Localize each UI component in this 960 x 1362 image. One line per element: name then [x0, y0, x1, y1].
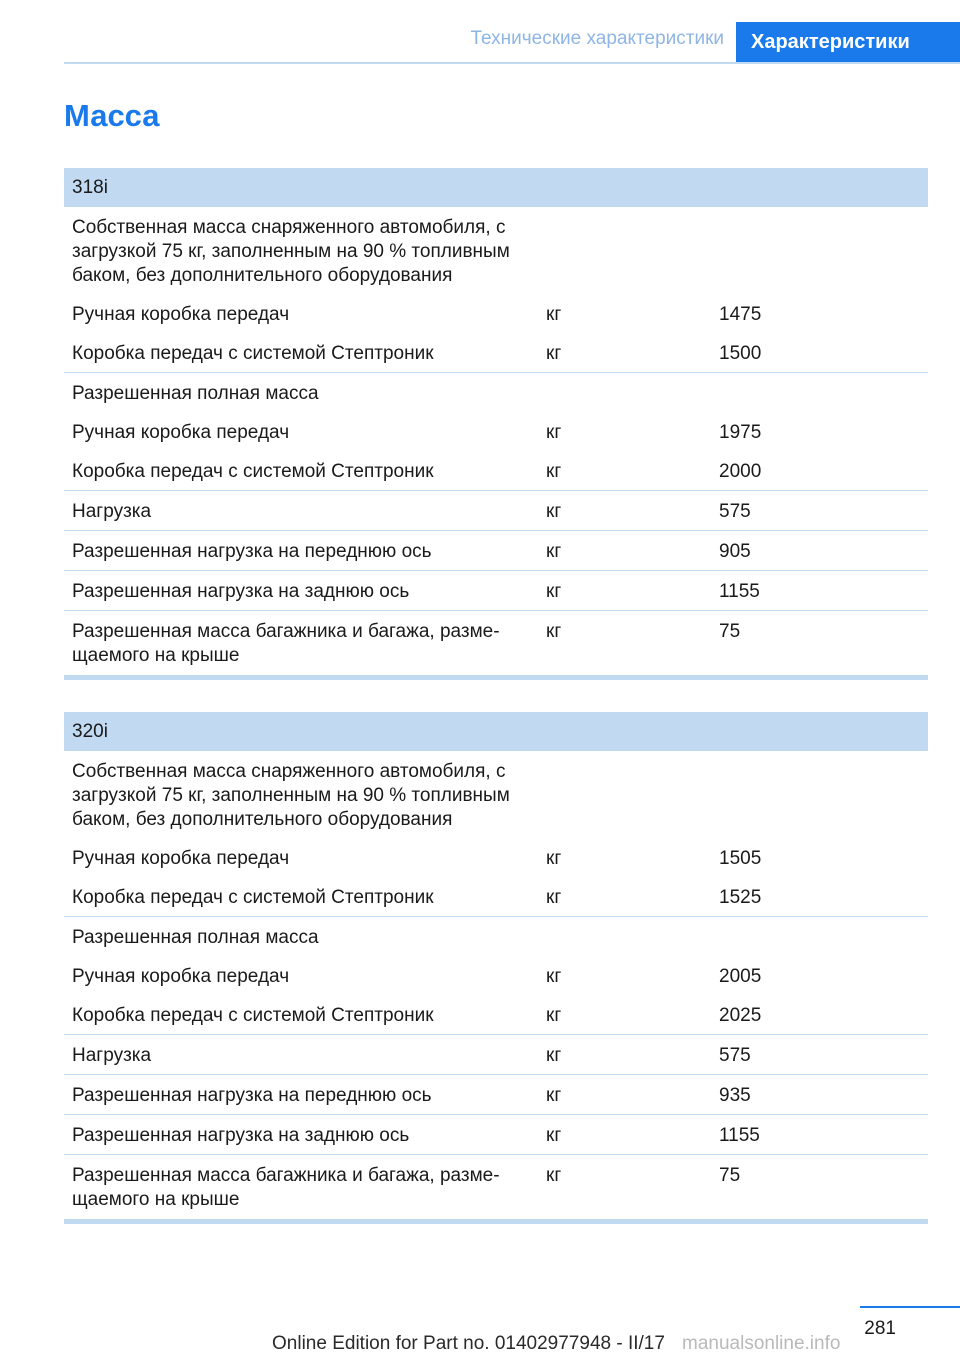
table-row — [64, 294, 928, 333]
table-row — [64, 1074, 928, 1114]
row-label: Ручная коробка передач — [72, 966, 290, 987]
table-row — [64, 530, 928, 570]
row-label: Ручная коробка передач — [72, 848, 290, 869]
table-row — [64, 372, 928, 412]
row-unit: кг — [546, 1085, 562, 1106]
watermark: manualsonline.info — [682, 1333, 841, 1354]
table-row — [64, 1114, 928, 1154]
row-value: 2005 — [719, 966, 762, 987]
row-value: 575 — [719, 501, 751, 522]
table-row — [64, 1034, 928, 1074]
row-label: Собственная масса снаряженного автомобиля, с загрузкой 75 кг, заполненным на 90 % топливным баком, без дополнительного оборудования — [72, 217, 510, 286]
row-unit: кг — [546, 343, 562, 364]
row-unit: кг — [546, 966, 562, 987]
table-row — [64, 838, 928, 877]
row-label: Собственная масса снаряженного автомобиля, с загрузкой 75 кг, заполненным на 90 % топливным баком, без дополнительного оборудования — [72, 761, 510, 830]
row-unit: кг — [546, 1165, 562, 1186]
table-row — [64, 1154, 928, 1216]
row-label: Коробка передач с системой Стептроник — [72, 1005, 434, 1026]
table-row — [64, 333, 928, 372]
row-value: 1500 — [719, 343, 762, 364]
row-value: 1155 — [719, 581, 760, 602]
table-row — [64, 995, 928, 1034]
row-label: Коробка передач с системой Стептроник — [72, 461, 434, 482]
row-label: Нагрузка — [72, 1045, 152, 1066]
row-unit: кг — [546, 887, 562, 908]
row-unit: кг — [546, 1125, 562, 1146]
row-unit: кг — [546, 304, 562, 325]
page-title: Масса — [64, 98, 160, 133]
row-unit: кг — [546, 581, 562, 602]
row-label: Разрешенная нагрузка на заднюю ось — [72, 1125, 410, 1146]
row-unit: кг — [546, 422, 562, 443]
row-unit: кг — [546, 848, 562, 869]
row-value: 2025 — [719, 1005, 762, 1026]
row-label: Разрешенная нагрузка на переднюю ось — [72, 541, 432, 562]
row-label: Разрешенная нагрузка на заднюю ось — [72, 581, 410, 602]
edition-note: Online Edition for Part no. 01402977948 - II/17 — [272, 1333, 665, 1354]
section-tab: Характеристики — [736, 22, 960, 62]
model-header: 318i — [64, 168, 928, 207]
row-value: 1505 — [719, 848, 762, 869]
row-unit: кг — [546, 501, 562, 522]
table-row — [64, 956, 928, 995]
table-end-rule — [64, 1219, 928, 1224]
page-header — [64, 22, 960, 64]
row-label: Разрешенная полная масса — [72, 383, 319, 404]
row-unit: кг — [546, 621, 562, 642]
row-label: Коробка передач с системой Стептроник — [72, 343, 434, 364]
row-value: 1475 — [719, 304, 762, 325]
row-value: 1155 — [719, 1125, 760, 1146]
table-row — [64, 877, 928, 916]
row-label: Ручная коробка передач — [72, 304, 290, 325]
row-value: 935 — [719, 1085, 751, 1106]
row-label: Коробка передач с системой Стептроник — [72, 887, 434, 908]
row-value: 1525 — [719, 887, 762, 908]
table-row — [64, 412, 928, 451]
row-value: 75 — [719, 1165, 741, 1186]
row-label: Ручная коробка передач — [72, 422, 290, 443]
table-row — [64, 207, 928, 294]
row-label: Разрешенная масса багажника и багажа, разме-щаемого на крыше — [72, 621, 500, 666]
row-label: Разрешенная нагрузка на переднюю ось — [72, 1085, 432, 1106]
row-label: Разрешенная масса багажника и багажа, разме-щаемого на крыше — [72, 1165, 500, 1210]
footer-rule — [860, 1306, 960, 1308]
row-label: Разрешенная полная масса — [72, 927, 319, 948]
row-value: 575 — [719, 1045, 751, 1066]
table-row — [64, 751, 928, 838]
page-number: 281 — [864, 1318, 896, 1339]
table-row — [64, 451, 928, 490]
row-unit: кг — [546, 541, 562, 562]
row-value: 75 — [719, 621, 741, 642]
table-end-rule — [64, 675, 928, 680]
mass-table-318i — [64, 168, 928, 680]
mass-table-320i — [64, 712, 928, 1224]
row-unit: кг — [546, 1005, 562, 1026]
table-row — [64, 570, 928, 610]
row-value: 2000 — [719, 461, 762, 482]
row-value: 1975 — [719, 422, 762, 443]
row-label: Нагрузка — [72, 501, 152, 522]
row-unit: кг — [546, 461, 562, 482]
table-row — [64, 490, 928, 530]
breadcrumb: Технические характеристики — [470, 28, 724, 49]
row-value: 905 — [719, 541, 751, 562]
row-unit: кг — [546, 1045, 562, 1066]
model-header: 320i — [64, 712, 928, 751]
table-row — [64, 610, 928, 672]
table-row — [64, 916, 928, 956]
